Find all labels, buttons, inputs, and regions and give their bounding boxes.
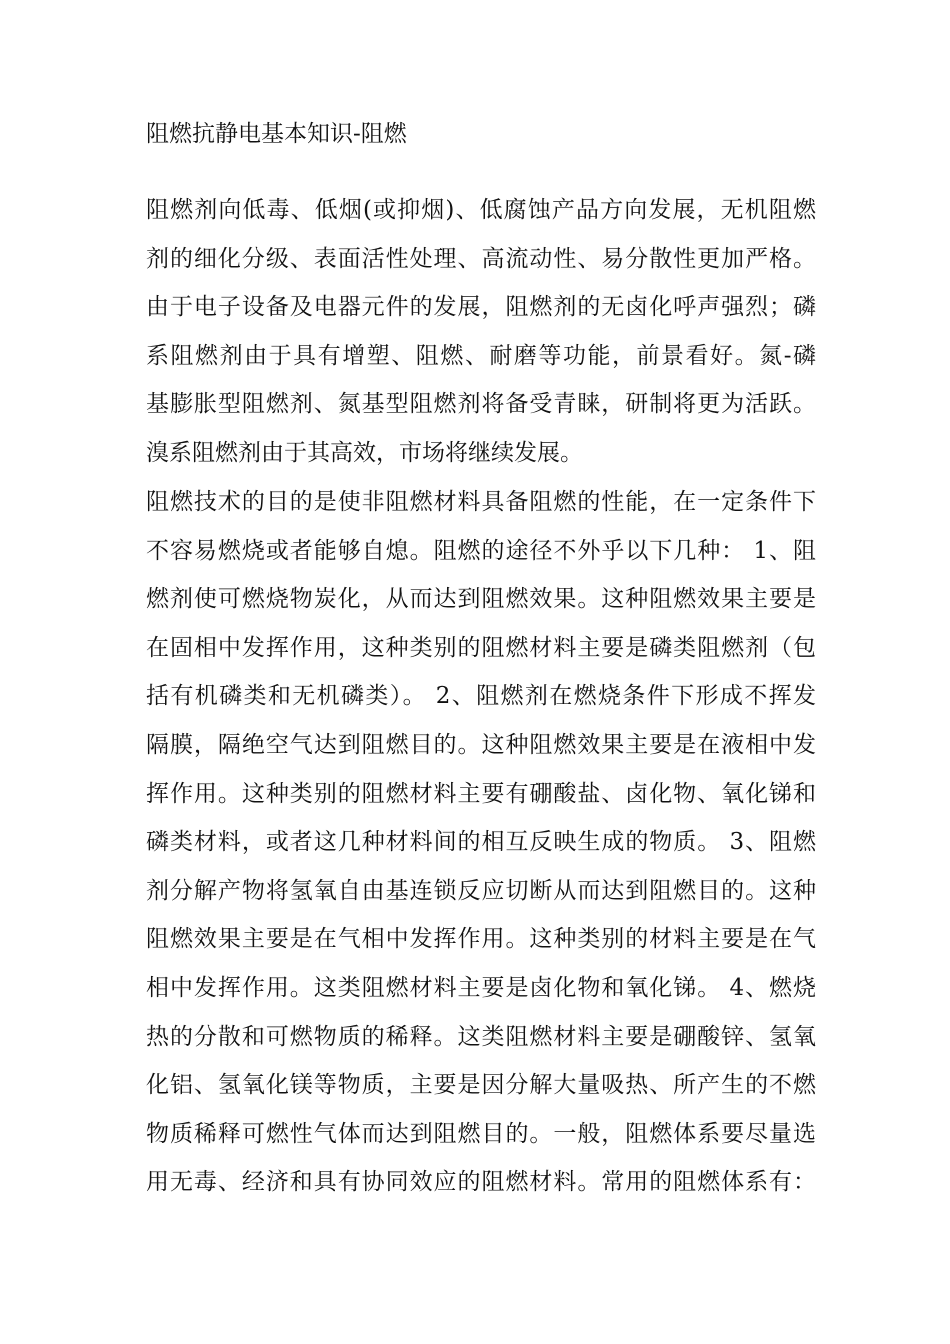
text-line: 剂分解产物将氢氧自由基连锁反应切断从而达到阻燃目的。这种: [146, 877, 816, 904]
text-line: 化铝、氢氧化镁等物质，主要是因分解大量吸热、所产生的不燃: [146, 1072, 816, 1099]
text-line: 相中发挥作用。这类阻燃材料主要是卤化物和氧化锑。 4、燃烧: [146, 974, 816, 1001]
text-line: 磷类材料，或者这几种材料间的相互反映生成的物质。 3、阻燃: [146, 829, 816, 856]
text-line: 阻燃技术的目的是使非阻燃材料具备阻燃的性能，在一定条件下: [146, 489, 816, 515]
text-line: 剂的细化分级、表面活性处理、高流动性、易分散性更加严格。: [146, 245, 816, 272]
document-title: 阻燃抗静电基本知识-阻燃: [146, 121, 407, 147]
text-line: 由于电子设备及电器元件的发展，阻燃剂的无卤化呼声强烈；磷: [146, 294, 816, 321]
text-line: 热的分散和可燃物质的稀释。这类阻燃材料主要是硼酸锌、氢氧: [146, 1023, 816, 1050]
text-line: 物质稀释可燃性气体而达到阻燃目的。一般，阻燃体系要尽量选: [146, 1120, 816, 1147]
text-line: 不容易燃烧或者能够自熄。阻燃的途径不外乎以下几种： 1、阻: [146, 537, 816, 564]
text-line: 燃剂使可燃烧物炭化，从而达到阻燃效果。这种阻燃效果主要是: [146, 586, 816, 613]
text-line: 阻燃效果主要是在气相中发挥作用。这种类别的材料主要是在气: [146, 926, 816, 953]
text-line: 挥作用。这种类别的阻燃材料主要有硼酸盐、卤化物、氧化锑和: [146, 780, 816, 807]
paragraph-1: [146, 186, 816, 478]
text-line: 阻燃剂向低毒、低烟(或抑烟)、低腐蚀产品方向发展，无机阻燃: [146, 197, 816, 223]
text-line: 系阻燃剂由于具有增塑、阻燃、耐磨等功能，前景看好。氮-磷: [146, 342, 816, 369]
text-line: 基膨胀型阻燃剂、氮基型阻燃剂将备受青睐，研制将更为活跃。: [146, 391, 816, 418]
text-line: 括有机磷类和无机磷类）。 2、阻燃剂在燃烧条件下形成不挥发: [146, 683, 816, 710]
text-line: 在固相中发挥作用，这种类别的阻燃材料主要是磷类阻燃剂（包: [146, 634, 816, 661]
text-line: 隔膜，隔绝空气达到阻燃目的。这种阻燃效果主要是在液相中发: [146, 731, 816, 758]
paragraph-2: [146, 478, 816, 1207]
text-line: 溴系阻燃剂由于其高效，市场将继续发展。: [146, 439, 583, 466]
text-line: 用无毒、经济和具有协同效应的阻燃材料。常用的阻燃体系有：: [146, 1169, 816, 1196]
